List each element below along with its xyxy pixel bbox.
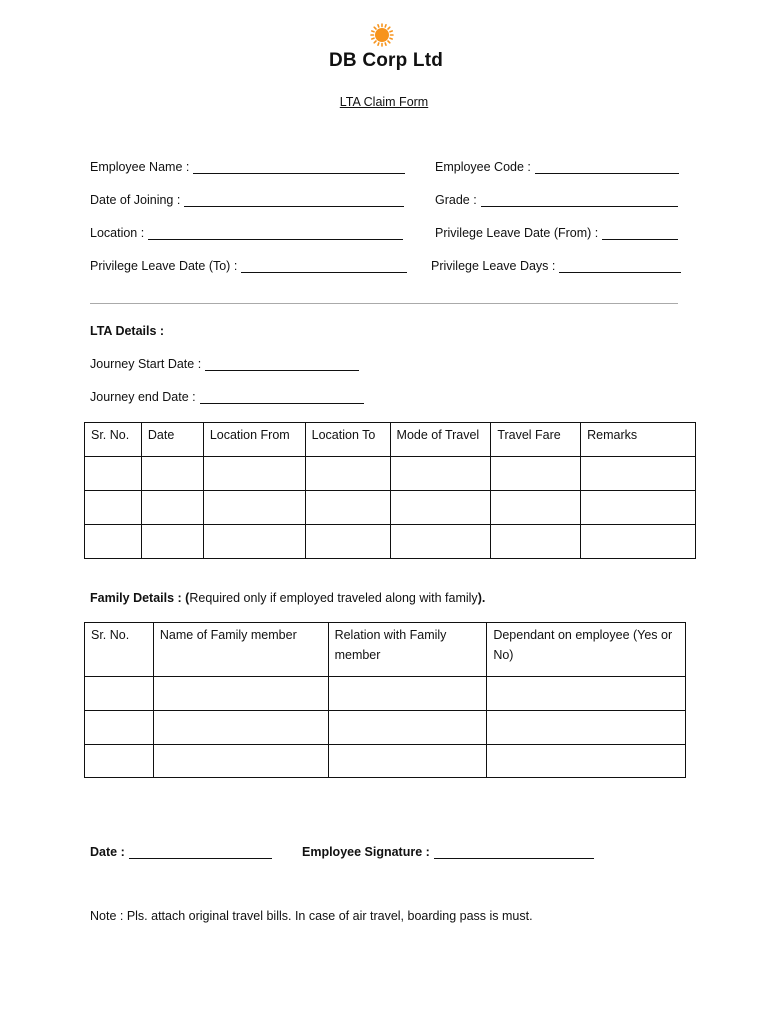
privilege-leave-days-blank[interactable] [559, 260, 681, 273]
table-row [85, 677, 686, 711]
lta-details-heading: LTA Details : [90, 324, 165, 338]
privilege-leave-days-label: Privilege Leave Days : [431, 259, 556, 273]
table-cell[interactable] [328, 677, 487, 711]
grade-field[interactable] [435, 193, 678, 207]
privilege-leave-from-label: Privilege Leave Date (From) : [435, 226, 599, 240]
sun-logo-icon [370, 23, 394, 47]
lta-col-location-to: Location To [305, 423, 390, 457]
company-logo-text: DB Corp Ltd [329, 50, 444, 71]
family-col-dependant: Dependant on employee (Yes or No) [487, 623, 686, 677]
date-label: Date : [90, 845, 125, 859]
privilege-leave-from-field[interactable] [435, 226, 678, 240]
employee-name-field[interactable] [90, 160, 405, 174]
table-cell[interactable] [390, 457, 491, 491]
note-text: Note : Pls. attach original travel bills. In case of air travel, boarding pass is must. [90, 909, 533, 923]
journey-end-blank[interactable] [200, 391, 364, 404]
journey-start-blank[interactable] [205, 358, 359, 371]
grade-blank[interactable] [481, 194, 678, 207]
date-blank[interactable] [129, 846, 272, 859]
table-cell[interactable] [328, 711, 487, 745]
table-cell[interactable] [581, 491, 696, 525]
family-table-header-row [85, 623, 686, 677]
privilege-leave-to-label: Privilege Leave Date (To) : [90, 259, 238, 273]
employee-signature-blank[interactable] [434, 846, 594, 859]
table-cell[interactable] [305, 457, 390, 491]
table-cell[interactable] [153, 677, 328, 711]
family-heading-end: ). [477, 591, 486, 605]
privilege-leave-to-blank[interactable] [241, 260, 407, 273]
table-cell[interactable] [390, 525, 491, 559]
date-field[interactable] [90, 845, 272, 859]
section-divider [90, 303, 678, 304]
lta-col-date: Date [141, 423, 203, 457]
table-cell[interactable] [487, 745, 686, 778]
lta-col-remarks: Remarks [581, 423, 696, 457]
table-cell[interactable] [85, 677, 154, 711]
table-cell[interactable] [487, 677, 686, 711]
form-title: LTA Claim Form [339, 95, 429, 109]
lta-table [84, 422, 696, 559]
journey-start-field[interactable] [90, 357, 359, 371]
location-label: Location : [90, 226, 145, 240]
table-cell[interactable] [141, 457, 203, 491]
table-cell[interactable] [85, 525, 142, 559]
privilege-leave-days-field[interactable] [431, 259, 681, 273]
table-row [85, 745, 686, 778]
date-of-joining-blank[interactable] [184, 194, 404, 207]
table-cell[interactable] [305, 525, 390, 559]
journey-end-label: Journey end Date : [90, 390, 196, 404]
family-details-heading [90, 591, 485, 605]
location-field[interactable] [90, 226, 403, 240]
employee-signature-field[interactable] [302, 845, 594, 859]
family-table [84, 622, 686, 778]
table-row [85, 491, 696, 525]
table-row [85, 711, 686, 745]
privilege-leave-to-field[interactable] [90, 259, 407, 273]
lta-col-sr-no: Sr. No. [85, 423, 142, 457]
employee-code-field[interactable] [435, 160, 679, 174]
table-cell[interactable] [487, 711, 686, 745]
table-cell[interactable] [85, 711, 154, 745]
table-cell[interactable] [390, 491, 491, 525]
employee-code-blank[interactable] [535, 161, 679, 174]
family-col-name: Name of Family member [153, 623, 328, 677]
table-cell[interactable] [153, 711, 328, 745]
grade-label: Grade : [435, 193, 477, 207]
employee-name-blank[interactable] [193, 161, 405, 174]
table-cell[interactable] [203, 525, 305, 559]
journey-end-field[interactable] [90, 390, 364, 404]
table-row [85, 525, 696, 559]
table-cell[interactable] [153, 745, 328, 778]
table-cell[interactable] [85, 457, 142, 491]
table-cell[interactable] [203, 457, 305, 491]
table-cell[interactable] [581, 525, 696, 559]
lta-col-travel-fare: Travel Fare [491, 423, 581, 457]
table-cell[interactable] [85, 745, 154, 778]
employee-signature-label: Employee Signature : [302, 845, 430, 859]
lta-col-location-from: Location From [203, 423, 305, 457]
employee-code-label: Employee Code : [435, 160, 531, 174]
table-cell[interactable] [203, 491, 305, 525]
family-col-relation: Relation with Family member [328, 623, 487, 677]
table-cell[interactable] [491, 525, 581, 559]
employee-name-label: Employee Name : [90, 160, 190, 174]
location-blank[interactable] [148, 227, 403, 240]
date-of-joining-label: Date of Joining : [90, 193, 181, 207]
privilege-leave-from-blank[interactable] [602, 227, 678, 240]
table-cell[interactable] [85, 491, 142, 525]
table-row [85, 457, 696, 491]
family-heading-note: Required only if employed traveled along with family [189, 591, 478, 605]
table-cell[interactable] [305, 491, 390, 525]
journey-start-label: Journey Start Date : [90, 357, 202, 371]
family-col-sr-no: Sr. No. [85, 623, 154, 677]
table-cell[interactable] [581, 457, 696, 491]
table-cell[interactable] [491, 491, 581, 525]
table-cell[interactable] [491, 457, 581, 491]
lta-table-header-row [85, 423, 696, 457]
table-cell[interactable] [328, 745, 487, 778]
table-cell[interactable] [141, 491, 203, 525]
table-cell[interactable] [141, 525, 203, 559]
lta-col-mode-of-travel: Mode of Travel [390, 423, 491, 457]
family-heading-bold: Family Details : ( [90, 591, 190, 605]
date-of-joining-field[interactable] [90, 193, 404, 207]
